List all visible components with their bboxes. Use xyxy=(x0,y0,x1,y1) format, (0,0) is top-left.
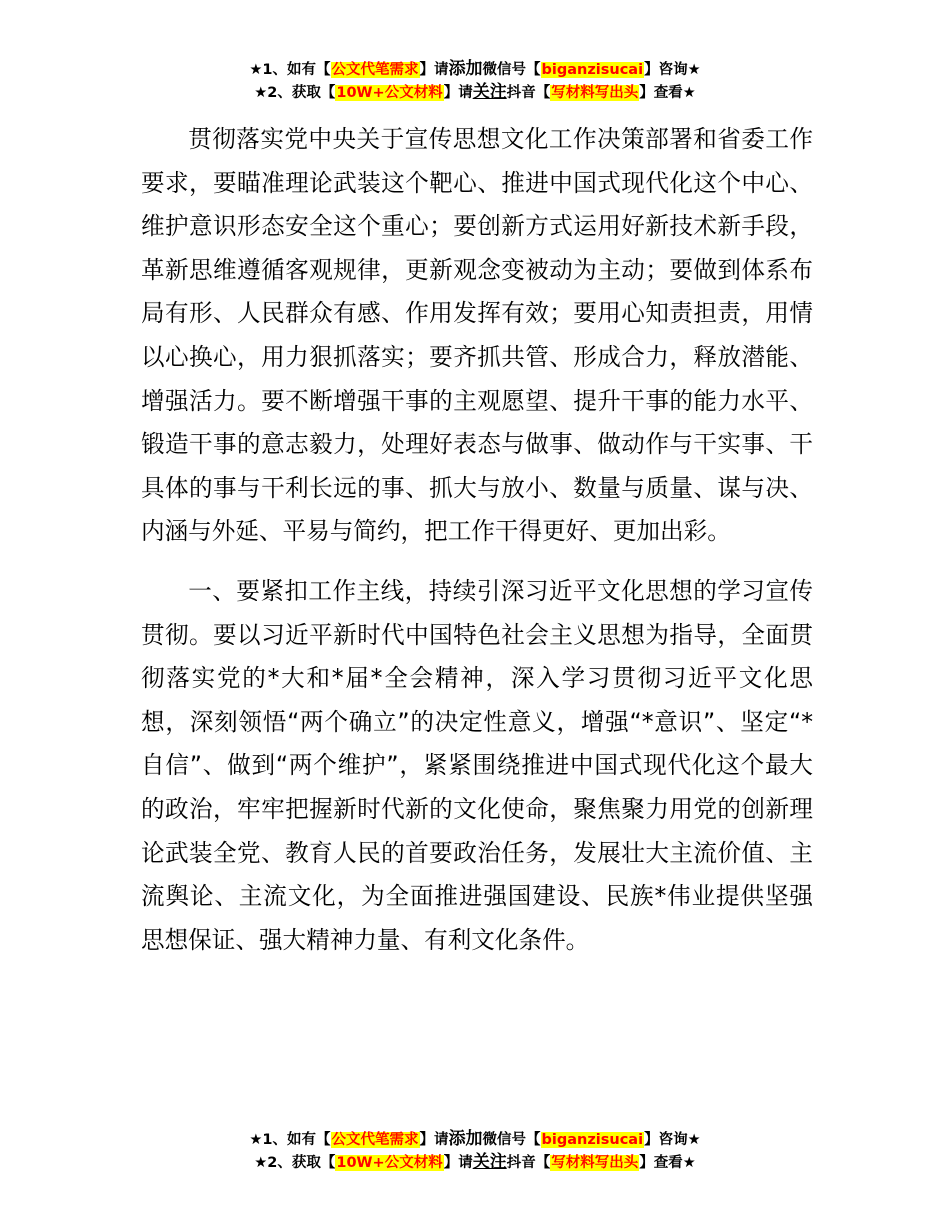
banner-text: 】请 xyxy=(419,1132,449,1148)
banner-highlight-materials: 10W+公文材料 xyxy=(336,1155,443,1171)
banner-emphasis: 添加 xyxy=(448,1129,483,1149)
banner-highlight-wechat-id: biganzisucai xyxy=(541,1132,644,1148)
banner-emphasis: 关注 xyxy=(472,1152,507,1172)
document-body xyxy=(141,118,813,978)
banner-text: 】请 xyxy=(443,85,473,101)
banner-text: 】咨询★ xyxy=(644,1132,701,1148)
paragraph-intro: 贯彻落实党中央关于宣传思想文化工作决策部署和省委工作要求，要瞄准理论武装这个靶心、推进中国式现代化这个中心、维护意识形态安全这个重心；要创新方式运用好新技术新手段，革新思维遵循客观规律，更新观念变被动为主动；要做到体系布局有形、人民群众有感、作用发挥有效；要用心知责担责，用情以心换心，用力狠抓落实；要齐抓共管、形成合力，释放潜能、增强活力。要不断增强干事的主观愿望、提升干事的能力水平、锻造干事的意志毅力，处理好表态与做事、做动作与干实事、干具体的事与干利长远的事、抓大与放小、数量与质量、谋与决、内涵与外延、平易与简约，把工作干得更好、更加出彩。 xyxy=(141,125,813,546)
banner-text: 】咨询★ xyxy=(644,62,701,78)
banner-highlight-service: 公文代笔需求 xyxy=(331,62,419,78)
banner-line-1 xyxy=(0,58,950,81)
banner-text: 】查看★ xyxy=(639,85,696,101)
banner-text: 抖音【 xyxy=(506,1155,551,1171)
banner-highlight-wechat-id: biganzisucai xyxy=(541,62,644,78)
banner-text: 】请 xyxy=(443,1155,473,1171)
banner-line-1 xyxy=(0,1128,950,1151)
banner-highlight-douyin: 写材料写出头 xyxy=(551,1155,639,1171)
banner-text: 】查看★ xyxy=(639,1155,696,1171)
banner-line-2 xyxy=(0,1151,950,1174)
banner-emphasis: 添加 xyxy=(448,59,483,79)
banner-highlight-materials: 10W+公文材料 xyxy=(336,85,443,101)
banner-text: ★1、如有【 xyxy=(249,1132,331,1148)
banner-highlight-douyin: 写材料写出头 xyxy=(551,85,639,101)
banner-highlight-service: 公文代笔需求 xyxy=(331,1132,419,1148)
header-banner xyxy=(0,58,950,104)
banner-emphasis: 关注 xyxy=(472,82,507,102)
banner-text: 微信号【 xyxy=(482,1132,541,1148)
paragraph-section-1: 一、要紧扣工作主线，持续引深习近平文化思想的学习宣传贯彻。要以习近平新时代中国特色社会主义思想为指导，全面贯彻落实党的*大和*届*全会精神，深入学习贯彻习近平文化思想，深刻领悟“两个确立”的决定性意义，增强“*意识”、坚定“*自信”、做到“两个维护”，紧紧围绕推进中国式现代化这个最大的政治，牢牢把握新时代新的文化使命，聚焦聚力用党的创新理论武装全党、教育人民的首要政治任务，发展壮大主流价值、主流舆论、主流文化，为全面推进强国建设、民族*伟业提供坚强思想保证、强大精神力量、有利文化条件。 xyxy=(141,576,813,954)
banner-line-2 xyxy=(0,81,950,104)
banner-text: 微信号【 xyxy=(482,62,541,78)
banner-text: 抖音【 xyxy=(506,85,551,101)
banner-text: ★1、如有【 xyxy=(249,62,331,78)
banner-text: ★2、获取【 xyxy=(254,1155,336,1171)
footer-banner xyxy=(0,1128,950,1174)
banner-text: ★2、获取【 xyxy=(254,85,336,101)
banner-text: 】请 xyxy=(419,62,449,78)
